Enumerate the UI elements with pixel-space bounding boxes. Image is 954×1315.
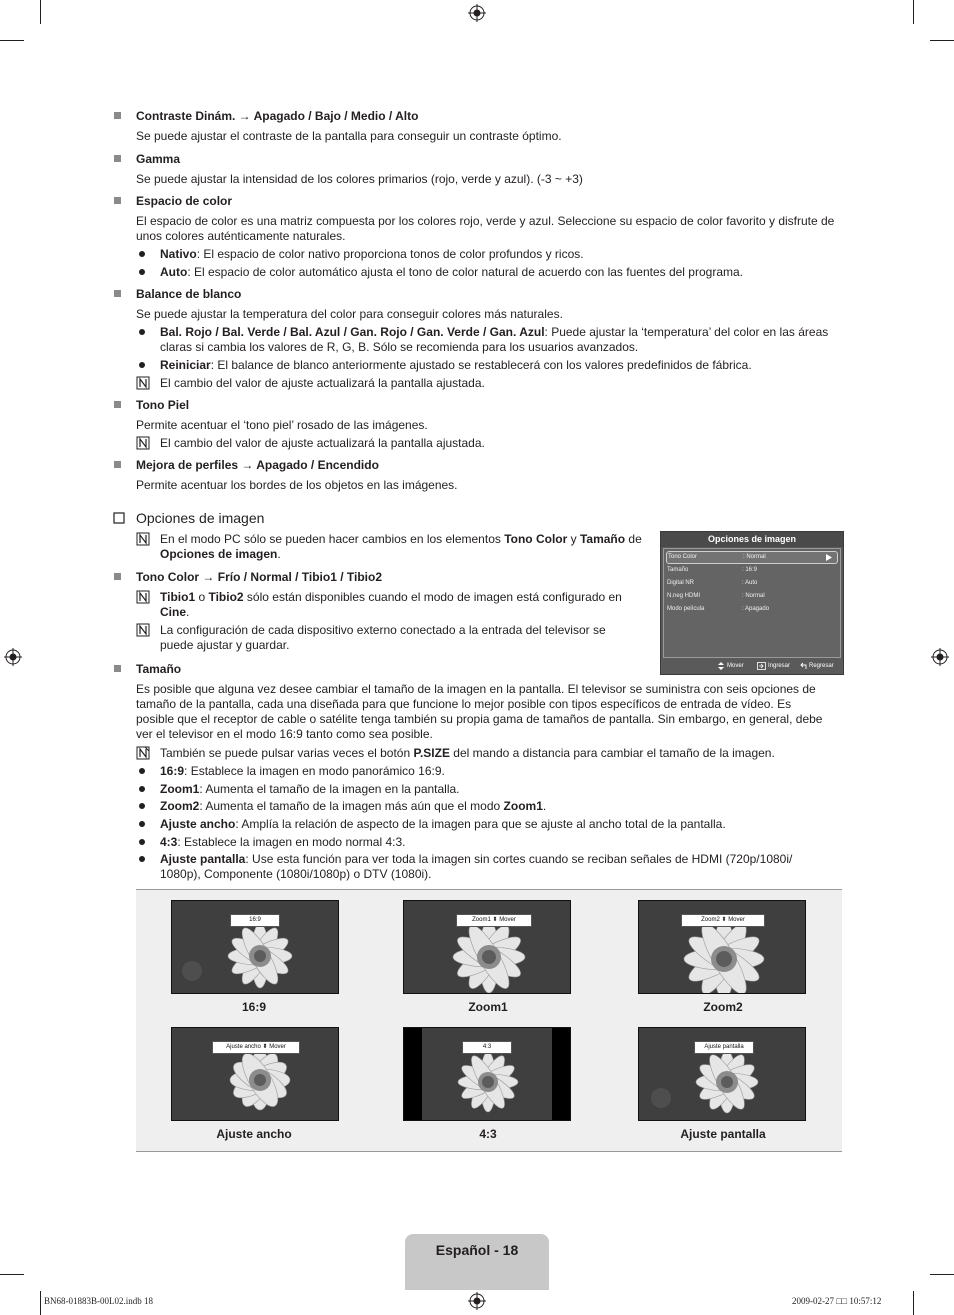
bullet-text: Ajuste ancho: Amplía la relación de aspecto de la imagen para que se ajuste al ancho total de la pantalla. <box>160 817 726 831</box>
osd-row-label: Tono Color <box>668 554 698 560</box>
square-bullet-icon <box>114 401 121 408</box>
thumb-caption: Ajuste ancho <box>216 1127 292 1141</box>
osd-back-label: Regresar <box>809 663 834 669</box>
crop-mark <box>40 1291 41 1315</box>
thumb-osd-label: Ajuste pantalla <box>694 1041 754 1054</box>
bullet-icon <box>139 839 145 845</box>
osd-row-label: Tamaño <box>667 567 689 573</box>
item-heading: Tamaño <box>136 662 182 676</box>
page-number: Español - 18 <box>435 1242 519 1258</box>
osd-move-label: Mover <box>727 663 744 669</box>
bullet-icon <box>139 856 145 862</box>
osd-title: Opciones de imagen <box>661 532 843 547</box>
thumb-caption: Ajuste pantalla <box>680 1127 766 1141</box>
thumb-osd-label: Zoom1 ⬍ Mover <box>456 914 532 927</box>
note-text: El cambio del valor de ajuste actualizará la pantalla ajustada. <box>160 376 485 390</box>
crop-mark <box>930 40 954 41</box>
print-file-name: BN68-01883B-00L02.indb 18 <box>44 1296 153 1306</box>
item-heading: Mejora de perfiles → Apagado / Encendido <box>136 458 379 472</box>
crop-mark <box>913 0 914 24</box>
crop-mark <box>40 0 41 24</box>
thumbnail-zoom2 <box>638 900 806 994</box>
item-body: Se puede ajustar el contraste de la pantalla para conseguir un contraste óptimo. <box>136 129 562 143</box>
item-body: Permite acentuar los bordes de los objetos en las imágenes. <box>136 478 458 492</box>
osd-row-value: : Normal <box>743 554 766 560</box>
note-text: También se puede pulsar varias veces el botón P.SIZE del mando a distancia para cambiar el tamaño de la imagen. <box>160 746 775 760</box>
thumb-osd-label: 16:9 <box>230 914 280 927</box>
thumb-osd-label: 4:3 <box>462 1041 512 1054</box>
bullet-text: 16:9: Establece la imagen en modo panorámico 16:9. <box>160 764 445 778</box>
bullet-text: Zoom2: Aumenta el tamaño de la imagen más aún que el modo Zoom1. <box>160 799 547 813</box>
note-text: Tibio1 o Tibio2 sólo están disponibles cuando el modo de imagen está configurado en Cine. <box>160 590 622 619</box>
screen-size-gallery <box>136 889 842 1152</box>
print-timestamp: 2009-02-27 □□ 10:57:12 <box>792 1296 882 1306</box>
checkbox-heading-icon <box>113 512 125 524</box>
osd-row-value: : 16:9 <box>742 567 758 573</box>
thumb-osd-label: Ajuste ancho ⬍ Mover <box>212 1041 300 1054</box>
thumb-caption: Zoom1 <box>468 1000 508 1014</box>
thumbnail-ajuste-pantalla <box>638 1027 806 1121</box>
note-icon <box>136 436 150 450</box>
page-number-tab <box>405 1234 549 1290</box>
osd-row-selected <box>666 551 838 564</box>
osd-row-label: N.neg HDMI <box>667 593 701 599</box>
crop-mark <box>0 40 24 41</box>
crop-mark <box>930 1274 954 1275</box>
thumbnail-ajuste-ancho <box>171 1027 339 1121</box>
bullet-icon <box>139 803 145 809</box>
square-bullet-icon <box>114 112 121 119</box>
note-icon <box>136 623 150 637</box>
thumb-caption: Zoom2 <box>703 1000 743 1014</box>
bullet-icon <box>139 768 145 774</box>
osd-row-label: Modo película <box>667 606 705 612</box>
bullet-icon <box>139 251 145 257</box>
bullet-text: Reiniciar: El balance de blanco anteriormente ajustado se restablecerá con los valores predefinidos de fábrica. <box>160 358 752 372</box>
bullet-text: Nativo: El espacio de color nativo proporciona tonos de color profundos y ricos. <box>160 247 584 261</box>
item-body: Se puede ajustar la intensidad de los colores primarios (rojo, verde y azul). (-3 ~ +3) <box>136 172 583 186</box>
osd-row <box>666 604 836 615</box>
note-icon <box>136 376 150 390</box>
item-heading: Contraste Dinám. → Apagado / Bajo / Medio / Alto <box>136 109 419 123</box>
square-bullet-icon <box>114 573 121 580</box>
osd-row <box>666 565 836 576</box>
bullet-text: Zoom1: Aumenta el tamaño de la imagen en la pantalla. <box>160 782 460 796</box>
square-bullet-icon <box>114 665 121 672</box>
osd-row-value: : Apagado <box>742 606 770 612</box>
osd-row-label: Digital NR <box>667 580 695 586</box>
thumbnail-16-9 <box>171 900 339 994</box>
bullet-icon <box>139 329 145 335</box>
thumbnail-zoom1 <box>403 900 571 994</box>
item-heading: Espacio de color <box>136 194 233 208</box>
bullet-icon <box>139 786 145 792</box>
play-arrow-icon <box>826 554 832 561</box>
item-body: Es posible que alguna vez desee cambiar el tamaño de la imagen en la pantalla. El televisor se suministra con seis opciones de tamaño de la pantalla, cada una diseñada para que funcione lo mejor posible con tipos específicos de entrada de vídeo. Es posible que el receptor de cable o satélite tenga también su propia gama de tamaños de pantalla. Sin embargo, en general, debe ver el televisor en el modo 16:9 tanto como sea posible. <box>136 682 823 741</box>
registration-mark-icon <box>931 648 949 666</box>
item-heading: Tono Piel <box>136 398 190 412</box>
osd-menu-screenshot <box>660 531 844 675</box>
note-text: La configuración de cada dispositivo externo conectado a la entrada del televisor se puede ajustar y guardar. <box>160 623 606 652</box>
osd-enter-label: Ingresar <box>768 663 791 669</box>
section-title: Opciones de imagen <box>136 510 265 526</box>
osd-row-value: : Auto <box>742 580 758 586</box>
registration-mark-icon <box>468 1292 486 1310</box>
bullet-text: Bal. Rojo / Bal. Verde / Bal. Azul / Gan. Rojo / Gan. Verde / Gan. Azul: Puede ajustar la ‘temperatura’ del color en las áreas claras si cambia los valores de R, G, B. Sólo se recomienda para los usuarios avanzados. <box>160 325 829 354</box>
thumb-osd-label: Zoom2 ⬍ Mover <box>681 914 765 927</box>
bullet-text: Auto: El espacio de color automático ajusta el tono de color natural de acuerdo con las fuentes del programa. <box>160 265 743 279</box>
item-body: Permite acentuar el ‘tono piel’ rosado de las imágenes. <box>136 418 428 432</box>
square-bullet-icon <box>114 461 121 468</box>
registration-mark-icon <box>468 4 486 22</box>
item-heading: Gamma <box>136 152 181 166</box>
crop-mark <box>0 1274 24 1275</box>
thumb-caption: 4:3 <box>479 1127 497 1141</box>
osd-row <box>666 591 836 602</box>
crop-mark <box>913 1291 914 1315</box>
note-icon <box>136 590 150 604</box>
bullet-icon <box>139 821 145 827</box>
thumbnail-4-3 <box>403 1027 571 1121</box>
osd-list <box>663 548 841 658</box>
note-text: El cambio del valor de ajuste actualizará la pantalla ajustada. <box>160 436 485 450</box>
registration-mark-icon <box>4 648 22 666</box>
square-bullet-icon <box>114 290 121 297</box>
square-bullet-icon <box>114 197 121 204</box>
note-text: En el modo PC sólo se pueden hacer cambios en los elementos Tono Color y Tamaño de Opciones de imagen. <box>160 532 642 561</box>
bullet-icon <box>139 269 145 275</box>
osd-row <box>666 578 836 589</box>
square-bullet-icon <box>114 155 121 162</box>
item-heading: Tono Color → Frío / Normal / Tibio1 / Tibio2 <box>136 570 383 584</box>
thumb-caption: 16:9 <box>241 1000 267 1014</box>
remote-note-icon <box>136 746 150 760</box>
bullet-text: 4:3: Establece la imagen en modo normal 4:3. <box>160 835 406 849</box>
bullet-icon <box>139 362 145 368</box>
note-icon <box>136 532 150 546</box>
item-heading: Balance de blanco <box>136 287 242 301</box>
item-body: Se puede ajustar la temperatura del color para conseguir colores más naturales. <box>136 307 563 321</box>
bullet-text: Ajuste pantalla: Use esta función para ver toda la imagen sin cortes cuando se reciban señales de HDMI (720p/1080i/ 1080p), Componente (1080i/1080p) o DTV (1080i). <box>160 852 793 881</box>
item-body: El espacio de color es una matriz compuesta por los colores rojo, verde y azul. Seleccione su espacio de color favorito y disfrute de unos colores auténticamente naturales. <box>136 214 835 243</box>
osd-row-value: : Normal <box>742 593 765 599</box>
